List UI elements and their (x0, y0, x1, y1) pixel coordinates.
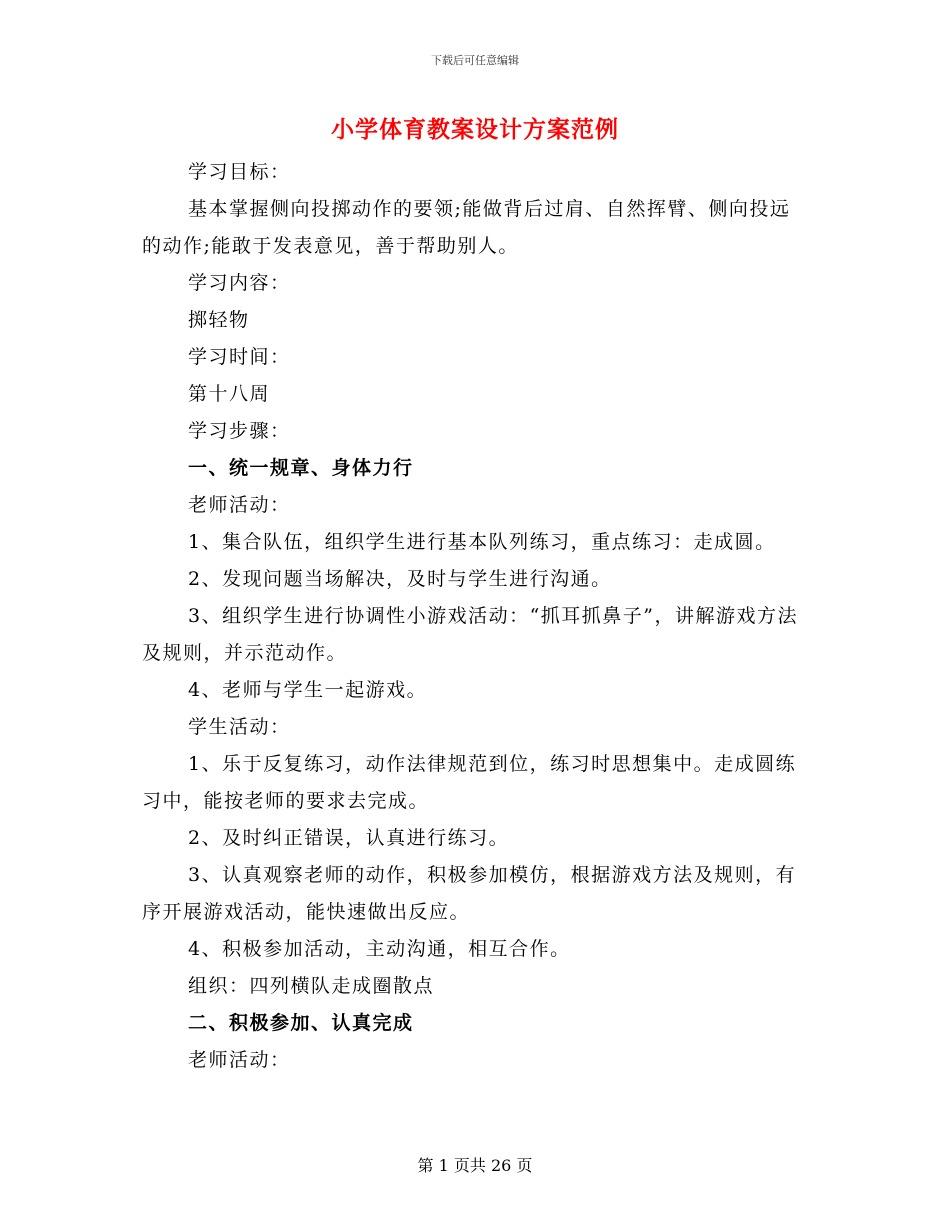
paragraph: 3、认真观察老师的动作，积极参加模仿，根据游戏方法及规则，有序开展游戏活动，能快速做出反应。 (142, 864, 797, 923)
paragraph: 学生活动： (188, 716, 291, 738)
paragraph: 1、集合队伍，组织学生进行基本队列练习，重点练习：走成圆。 (188, 531, 776, 553)
section-heading: 二、积极参加、认真完成 (188, 1012, 414, 1034)
section-heading: 一、统一规章、身体力行 (188, 457, 414, 479)
paragraph: 学习时间： (188, 346, 291, 368)
paragraph: 4、老师与学生一起游戏。 (188, 679, 428, 701)
paragraph: 第十八周 (188, 383, 271, 405)
paragraph: 组织：四列横队走成圈散点 (188, 975, 435, 997)
paragraph: 3、组织学生进行协调性小游戏活动：“抓耳抓鼻子”，讲解游戏方法及规则，并示范动作。 (142, 605, 799, 664)
paragraph: 1、乐于反复练习，动作法律规范到位，练习时思想集中。走成圆练习中，能按老师的要求去完成。 (142, 753, 797, 812)
paragraph: 2、发现问题当场解决，及时与学生进行沟通。 (188, 568, 612, 590)
paragraph: 学习步骤： (188, 420, 291, 442)
paragraph: 掷轻物 (188, 309, 250, 331)
paragraph: 基本掌握侧向投掷动作的要领;能做背后过肩、自然挥臂、侧向投远的动作;能敢于发表意见，善于帮助别人。 (142, 198, 791, 257)
paragraph: 4、积极参加活动，主动沟通，相互合作。 (188, 938, 571, 960)
document-title: 小学体育教案设计方案范例 (331, 116, 619, 143)
paragraph: 老师活动： (188, 1049, 291, 1071)
paragraph: 学习目标： (188, 161, 291, 183)
header-note: 下载后可任意编辑 (431, 54, 519, 67)
page-footer: 第 1 页共 26 页 (417, 1156, 533, 1175)
paragraph: 2、及时纠正错误，认真进行练习。 (188, 827, 510, 849)
paragraph: 老师活动： (188, 494, 291, 516)
document-body (142, 154, 810, 1079)
paragraph: 学习内容： (188, 272, 291, 294)
